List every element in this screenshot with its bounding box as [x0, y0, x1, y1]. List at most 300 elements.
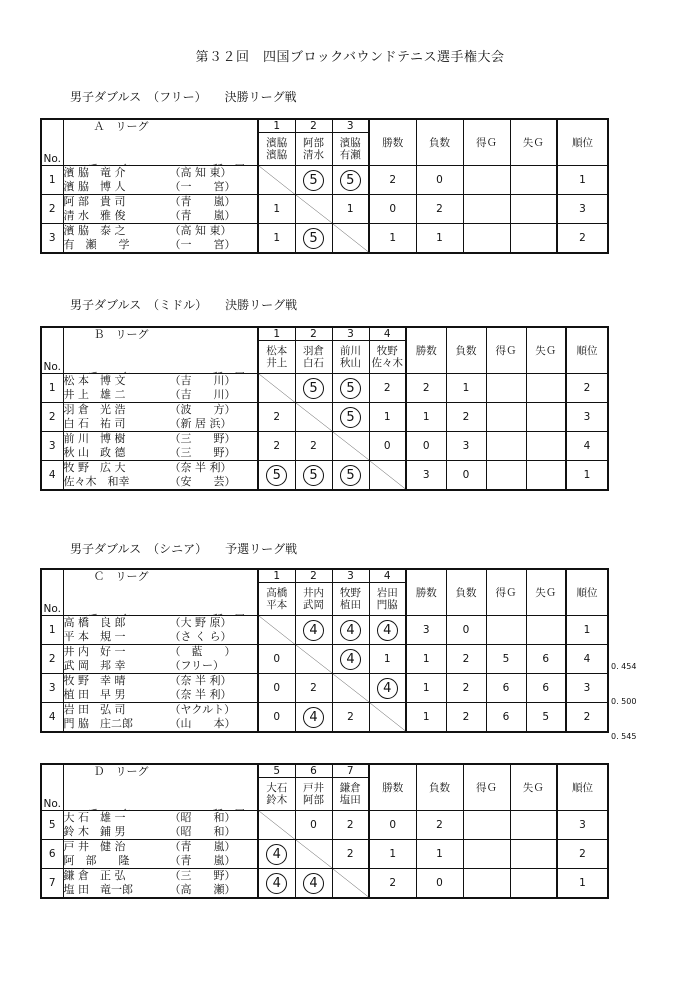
score-value: 2	[310, 682, 317, 694]
player-name: 牧 野 幸 晴	[63, 674, 126, 687]
score-cell	[369, 616, 406, 645]
score-cell	[332, 616, 369, 645]
player-pair	[63, 840, 258, 869]
table-row	[41, 645, 608, 674]
player-affiliation: （安 芸）	[169, 475, 236, 488]
row-number: 7	[41, 869, 63, 899]
player-line	[64, 432, 258, 446]
player-name: 鈴 木 鋪 男	[63, 825, 126, 838]
table-row	[41, 166, 608, 195]
player-line	[64, 674, 258, 688]
player-pair	[63, 166, 258, 195]
name-header-label	[88, 614, 132, 616]
opponent-name: 松本	[266, 345, 288, 357]
player-line	[64, 811, 258, 825]
league-table-1	[40, 326, 609, 491]
self-match-cell	[295, 403, 332, 432]
stat-wins: 2	[369, 166, 416, 195]
player-affiliation: （青 嵐）	[169, 209, 236, 222]
column-header-games_lost: 失Ｇ	[526, 327, 566, 374]
table-row	[41, 840, 608, 869]
score-value: 2	[346, 848, 354, 860]
player-name: 秋 山 政 德	[63, 446, 126, 459]
column-header-rank: 順位	[557, 119, 608, 166]
column-header-rank: 順位	[557, 764, 608, 811]
stat-wins: 0	[369, 811, 416, 840]
win-score-circled: 4	[377, 620, 398, 641]
score-cell	[332, 811, 369, 840]
opponent-number: 6	[295, 764, 332, 778]
player-affiliation: （高 瀬）	[169, 883, 236, 896]
player-name: 井 内 好 一	[63, 645, 126, 658]
player-pair	[63, 461, 258, 491]
column-header-games_won: 得Ｇ	[486, 327, 526, 374]
stat-wins: 2	[406, 374, 446, 403]
stat-gw	[486, 374, 526, 403]
score-cell	[295, 432, 332, 461]
column-header-losses: 負数	[416, 764, 463, 811]
score-cell	[295, 811, 332, 840]
player-affiliation: （昭 和）	[169, 825, 236, 838]
diagonal-line	[259, 166, 295, 194]
score-value: 0	[310, 819, 317, 831]
diagonal-line	[296, 645, 332, 673]
stat-gw	[486, 616, 526, 645]
player-line	[64, 475, 258, 489]
player-pair	[63, 432, 258, 461]
no-header: No.	[41, 764, 63, 811]
score-value: 2	[346, 819, 354, 831]
diagonal-line	[259, 811, 295, 839]
score-cell	[258, 403, 295, 432]
diagonal-line	[370, 703, 406, 731]
player-affiliation: （高 知 東）	[169, 166, 232, 179]
player-line	[64, 195, 258, 209]
rank-value: 3	[566, 403, 608, 432]
table-row	[41, 674, 608, 703]
player-line	[64, 209, 258, 223]
row-number: 3	[41, 674, 63, 703]
stat-gw: 5	[486, 645, 526, 674]
player-name: 岩 田 弘 司	[63, 703, 126, 716]
player-name: 塩 田 竜一郎	[63, 883, 133, 896]
opponent-name: 清水	[303, 149, 324, 161]
player-line	[64, 688, 258, 702]
table-row	[41, 703, 608, 733]
stat-losses: 2	[446, 674, 486, 703]
player-affiliation: （吉 川）	[169, 388, 236, 401]
row-number: 6	[41, 840, 63, 869]
opponent-name: 鈴木	[266, 794, 288, 806]
win-score-circled: 4	[303, 707, 324, 728]
player-name: 井 上 雄 二	[63, 388, 126, 401]
self-match-cell	[258, 166, 295, 195]
win-score-circled: 4	[266, 873, 287, 894]
opponent-name: 門脇	[376, 599, 398, 611]
opponent-name: 大石	[266, 782, 288, 794]
win-score-circled: 5	[340, 378, 361, 399]
opponent-name: 井上	[266, 357, 288, 369]
table-row	[41, 403, 608, 432]
player-affiliation: （高 知 東）	[169, 224, 232, 237]
player-line	[64, 403, 258, 417]
score-cell	[258, 224, 295, 254]
stat-wins: 1	[406, 403, 446, 432]
score-cell	[295, 166, 332, 195]
league-header	[63, 327, 258, 374]
stat-gw	[463, 869, 510, 899]
stat-wins: 2	[369, 869, 416, 899]
player-affiliation: （フリー）	[169, 659, 225, 672]
opponent-name: 武岡	[303, 599, 324, 611]
stat-gl	[526, 403, 566, 432]
opponent-names	[332, 583, 369, 616]
self-match-cell	[332, 869, 369, 899]
page-title: 第３２回 四国ブロックバウンドテニス選手権大会	[195, 50, 505, 65]
score-value: 0	[383, 440, 391, 452]
score-cell	[332, 461, 369, 491]
player-name: 大 石 雄 一	[63, 811, 126, 824]
player-affiliation: （三 野）	[169, 869, 236, 882]
stat-gw	[463, 166, 510, 195]
stat-wins: 1	[369, 224, 416, 254]
table-row	[41, 616, 608, 645]
self-match-cell	[295, 840, 332, 869]
player-line	[64, 659, 258, 673]
player-name: 戸 井 健 治	[63, 840, 126, 853]
stat-gw	[463, 811, 510, 840]
opponent-number: 1	[258, 327, 295, 341]
player-name: 阿 部 隆	[63, 854, 130, 867]
score-value: 1	[383, 653, 391, 665]
opponent-names	[258, 778, 295, 811]
opponent-name: 井内	[303, 587, 324, 599]
player-line	[64, 446, 258, 460]
affil-header-label	[212, 809, 245, 811]
self-match-cell	[258, 811, 295, 840]
win-score-circled: 5	[340, 407, 361, 428]
row-number: 4	[41, 461, 63, 491]
diagonal-line	[333, 869, 369, 897]
opponent-number: 1	[258, 119, 295, 133]
opponent-name: 塩田	[339, 794, 361, 806]
table-row	[41, 195, 608, 224]
diagonal-line	[370, 461, 406, 489]
player-line	[64, 238, 258, 252]
player-affiliation: （一 宮）	[169, 238, 236, 251]
score-cell	[332, 403, 369, 432]
opponent-name: 濱脇	[266, 149, 288, 161]
win-score-circled: 4	[340, 620, 361, 641]
score-value: 2	[347, 711, 354, 723]
opponent-number: 7	[332, 764, 369, 778]
diagonal-line	[296, 403, 332, 431]
player-affiliation: （昭 和）	[169, 811, 236, 824]
player-line	[64, 166, 258, 180]
column-header-wins: 勝数	[406, 569, 446, 616]
player-affiliation: （ヤクルト）	[169, 703, 236, 716]
player-name: 前 川 博 樹	[63, 432, 126, 445]
score-cell	[332, 374, 369, 403]
stat-gl: 5	[526, 703, 566, 733]
opponent-name: 平本	[266, 599, 288, 611]
score-value: 1	[273, 232, 281, 244]
diagonal-line	[333, 432, 369, 460]
player-line	[64, 645, 258, 659]
player-affiliation: （奈 半 利）	[169, 674, 232, 687]
opponent-name: 濱脇	[266, 137, 288, 149]
score-value: 1	[273, 203, 281, 215]
stat-wins: 1	[406, 645, 446, 674]
score-cell	[332, 195, 369, 224]
self-match-cell	[258, 616, 295, 645]
column-header-games_won: 得Ｇ	[463, 764, 510, 811]
player-pair	[63, 374, 258, 403]
player-name: 鎌 倉 正 弘	[63, 869, 126, 882]
opponent-name: 戸井	[303, 782, 324, 794]
win-score-circled: 4	[303, 873, 324, 894]
column-header-losses: 負数	[446, 569, 486, 616]
self-match-cell	[295, 645, 332, 674]
player-name: 高 橋 良 郎	[63, 616, 126, 629]
opponent-name: 佐々木	[371, 357, 403, 369]
opponent-names	[295, 583, 332, 616]
stat-losses: 1	[416, 224, 463, 254]
opponent-names	[295, 133, 332, 166]
player-affiliation: （山 本）	[169, 717, 236, 730]
stat-wins: 0	[406, 432, 446, 461]
opponent-names	[369, 583, 406, 616]
score-cell	[295, 461, 332, 491]
score-cell	[332, 703, 369, 733]
opponent-number: 2	[295, 569, 332, 583]
league-label: Ｄ リーグ	[93, 765, 149, 778]
player-affiliation: （青 嵐）	[169, 840, 236, 853]
stat-gw: 6	[486, 703, 526, 733]
opponent-name: 牧野	[376, 345, 398, 357]
opponent-number: 3	[332, 119, 369, 133]
player-pair	[63, 195, 258, 224]
no-header: No.	[41, 569, 63, 616]
self-match-cell	[258, 374, 295, 403]
player-name: 濱 脇 泰 之	[63, 224, 126, 237]
player-line	[64, 224, 258, 238]
table-row	[41, 374, 608, 403]
player-line	[64, 883, 258, 897]
opponent-name: 高橋	[266, 587, 288, 599]
stat-gl	[510, 166, 557, 195]
self-match-cell	[369, 461, 406, 491]
column-header-losses: 負数	[446, 327, 486, 374]
player-affiliation: （ 藍 ）	[169, 645, 236, 658]
column-header-games_lost: 失Ｇ	[510, 119, 557, 166]
opponent-number: 2	[295, 119, 332, 133]
stat-wins: 3	[406, 616, 446, 645]
opponent-name: 前川	[340, 345, 361, 357]
score-cell	[258, 432, 295, 461]
opponent-number: 2	[295, 327, 332, 341]
stat-gw	[486, 461, 526, 491]
row-number: 3	[41, 432, 63, 461]
opponent-number: 3	[332, 569, 369, 583]
stat-losses: 3	[446, 432, 486, 461]
score-value: 2	[273, 411, 281, 423]
opponent-name: 植田	[340, 599, 361, 611]
score-value: 1	[383, 411, 391, 423]
stat-wins: 3	[406, 461, 446, 491]
score-cell	[295, 674, 332, 703]
player-name: 濱 脇 博 人	[63, 180, 126, 193]
rank-value: 2	[557, 840, 608, 869]
win-score-circled: 4	[303, 620, 324, 641]
score-cell	[295, 869, 332, 899]
score-cell	[258, 840, 295, 869]
score-cell	[369, 674, 406, 703]
row-number: 5	[41, 811, 63, 840]
score-cell	[369, 403, 406, 432]
player-pair	[63, 616, 258, 645]
column-header-rank: 順位	[566, 569, 608, 616]
row-number: 2	[41, 195, 63, 224]
opponent-names	[295, 341, 332, 374]
league-table-0	[40, 118, 609, 254]
player-name: 有 瀬 学	[63, 238, 130, 251]
opponent-number: 5	[258, 764, 295, 778]
player-affiliation: （新 居 浜）	[169, 417, 232, 430]
rank-value: 2	[566, 703, 608, 733]
score-cell	[258, 703, 295, 733]
player-line	[64, 703, 258, 717]
affil-header-label	[212, 372, 245, 374]
rank-value: 2	[566, 374, 608, 403]
row-number: 1	[41, 616, 63, 645]
column-header-games_lost: 失Ｇ	[526, 569, 566, 616]
win-score-circled: 5	[303, 378, 324, 399]
column-header-rank: 順位	[566, 327, 608, 374]
stat-gl: 6	[526, 645, 566, 674]
opponent-name: 阿部	[303, 137, 324, 149]
player-line	[64, 180, 258, 194]
score-cell	[369, 645, 406, 674]
column-header-games_won: 得Ｇ	[463, 119, 510, 166]
score-cell	[258, 645, 295, 674]
score-cell	[295, 703, 332, 733]
opponent-name: 白石	[303, 357, 324, 369]
league-label: Ｃ リーグ	[93, 570, 149, 583]
no-header: No.	[41, 327, 63, 374]
player-affiliation: （波 方）	[169, 403, 236, 416]
player-name: 清 水 雅 俊	[63, 209, 126, 222]
rank-value: 4	[566, 645, 608, 674]
player-name: 植 田 早 男	[63, 688, 126, 701]
opponent-number: 4	[369, 569, 406, 583]
diagonal-line	[333, 674, 369, 702]
diagonal-line	[259, 374, 295, 402]
table-row	[41, 461, 608, 491]
score-value: 0	[273, 711, 281, 723]
player-name: 松 本 博 文	[63, 374, 126, 387]
score-value: 0	[273, 682, 281, 694]
player-line	[64, 854, 258, 868]
rank-value: 3	[557, 811, 608, 840]
no-header: No.	[41, 119, 63, 166]
league-header	[63, 764, 258, 811]
name-header-label	[88, 164, 132, 166]
win-ratio: 0. 500	[611, 697, 637, 706]
score-cell	[258, 869, 295, 899]
stat-gl	[526, 616, 566, 645]
score-cell	[332, 840, 369, 869]
opponent-names	[295, 778, 332, 811]
stat-losses: 2	[416, 811, 463, 840]
player-line	[64, 840, 258, 854]
stat-gl	[510, 840, 557, 869]
stat-losses: 0	[416, 166, 463, 195]
score-value: 2	[310, 440, 317, 452]
stat-gw	[463, 195, 510, 224]
table-row	[41, 432, 608, 461]
stat-wins: 1	[406, 703, 446, 733]
player-affiliation: （青 嵐）	[169, 854, 236, 867]
opponent-number: 1	[258, 569, 295, 583]
win-ratio: 0. 454	[611, 662, 637, 671]
stat-losses: 0	[446, 461, 486, 491]
opponent-name: 秋山	[340, 357, 361, 369]
stat-wins: 1	[369, 840, 416, 869]
player-pair	[63, 703, 258, 733]
affil-header-label	[212, 614, 245, 616]
score-value: 0	[273, 653, 281, 665]
score-value: 1	[346, 203, 354, 215]
player-pair	[63, 224, 258, 254]
player-line	[64, 374, 258, 388]
row-number: 2	[41, 645, 63, 674]
league-header	[63, 119, 258, 166]
player-affiliation: （一 宮）	[169, 180, 236, 193]
player-name: 牧 野 広 大	[63, 461, 126, 474]
affil-header-label	[212, 164, 245, 166]
league-label: Ａ リーグ	[93, 120, 149, 133]
self-match-cell	[369, 703, 406, 733]
player-line	[64, 630, 258, 644]
opponent-names	[258, 341, 295, 374]
player-affiliation: （奈 半 利）	[169, 688, 232, 701]
rank-value: 3	[557, 195, 608, 224]
player-affiliation: （大 野 原）	[169, 616, 232, 629]
stat-losses: 0	[446, 616, 486, 645]
stat-losses: 2	[446, 703, 486, 733]
stat-gl	[510, 195, 557, 224]
league-table-3	[40, 763, 609, 899]
section-heading-c: 男子ダブルス （シニア） 予選リーグ戦	[70, 542, 298, 556]
player-name: 羽 倉 光 浩	[63, 403, 126, 416]
win-score-circled: 5	[340, 170, 361, 191]
league-table-2	[40, 568, 609, 733]
player-name: 濱 脇 竜 介	[63, 166, 126, 179]
opponent-number: 3	[332, 327, 369, 341]
stat-losses: 1	[446, 374, 486, 403]
section-heading-b: 男子ダブルス （ミドル） 決勝リーグ戦	[70, 298, 298, 312]
player-pair	[63, 869, 258, 899]
win-score-circled: 5	[303, 228, 324, 249]
player-affiliation: （青 嵐）	[169, 195, 236, 208]
win-score-circled: 5	[303, 170, 324, 191]
opponent-names	[332, 133, 369, 166]
table-row	[41, 224, 608, 254]
row-number: 1	[41, 166, 63, 195]
win-ratio: 0. 545	[611, 732, 637, 741]
stat-gl	[510, 224, 557, 254]
